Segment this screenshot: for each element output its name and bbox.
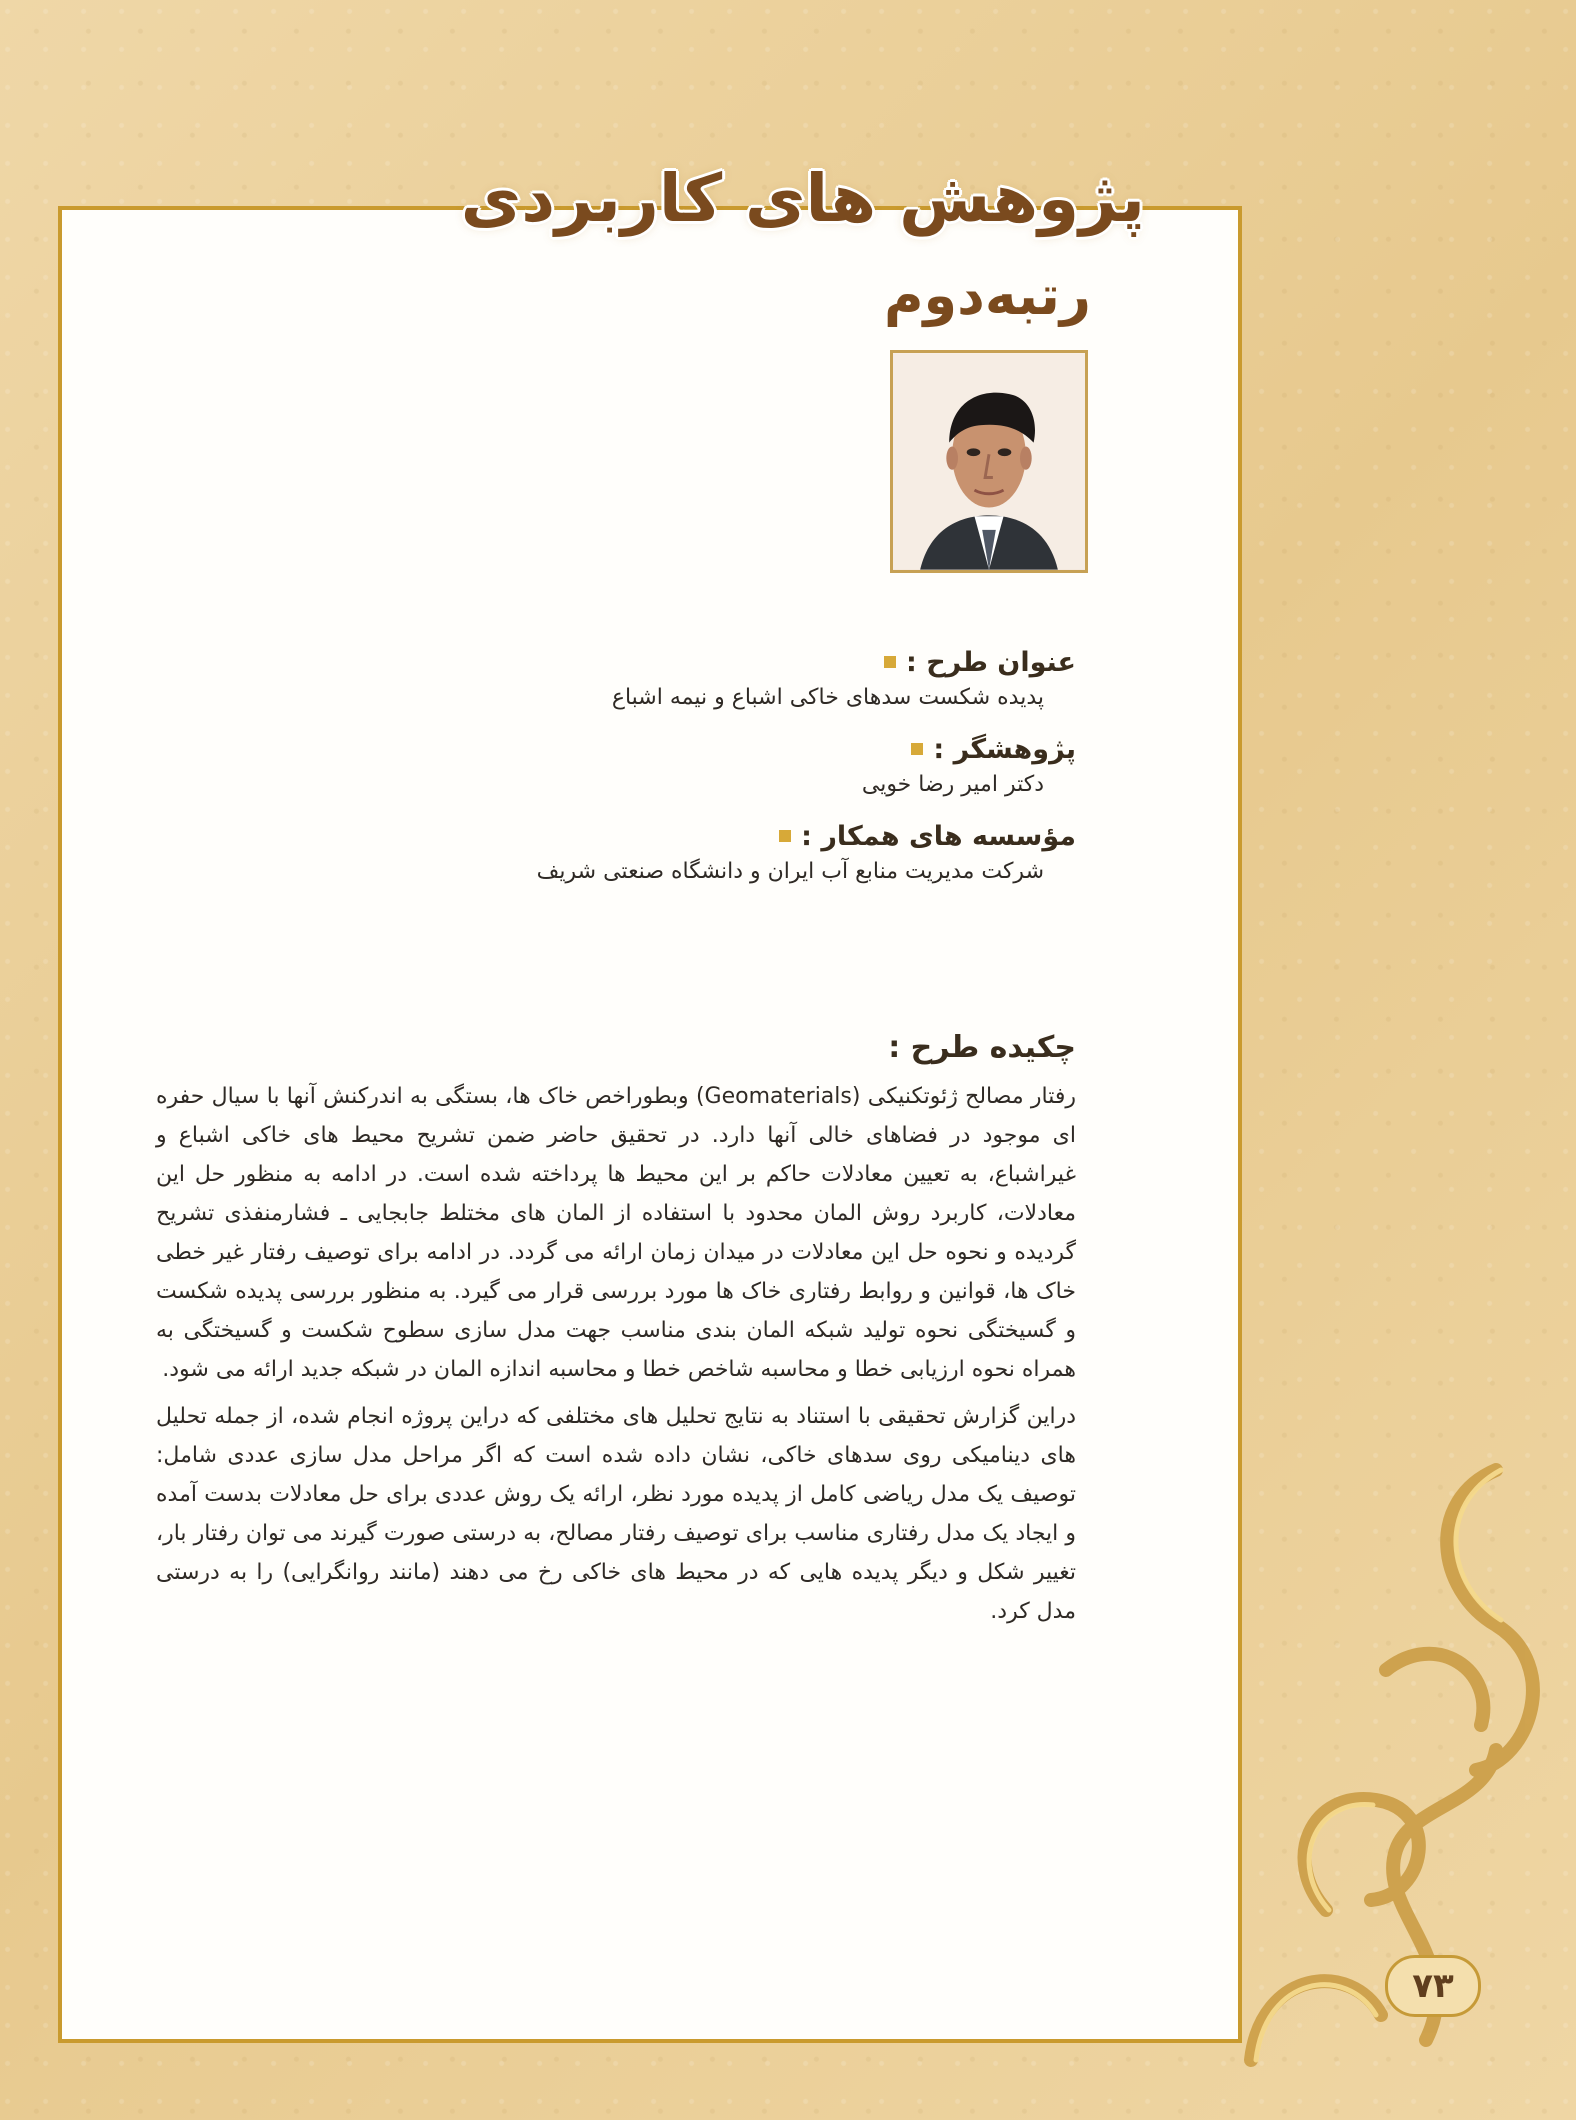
partner-institutes-value: شرکت مدیریت منابع آب ایران و دانشگاه صنعتی شریف xyxy=(536,859,1044,884)
researcher-heading xyxy=(516,730,1076,768)
page-title: پژوهش های کاربردی xyxy=(460,160,1145,237)
partner-institutes-item xyxy=(516,817,1076,889)
researcher-photo xyxy=(890,350,1088,573)
square-bullet-icon xyxy=(779,830,791,842)
project-title-label: عنوان طرح : xyxy=(906,646,1076,678)
researcher-value: دکتر امیر رضا خویی xyxy=(861,772,1044,797)
project-title-heading xyxy=(516,643,1076,681)
square-bullet-icon xyxy=(911,743,923,755)
partner-institutes-label: مؤسسه های همکار : xyxy=(801,820,1076,852)
abstract-body xyxy=(156,1077,1076,1631)
portrait-image xyxy=(893,353,1085,570)
abstract-section xyxy=(156,1030,1076,1639)
project-title-value: پدیده شکست سدهای خاکی اشباع و نیمه اشباع xyxy=(611,685,1044,710)
square-bullet-icon xyxy=(884,656,896,668)
partner-institutes-heading xyxy=(516,817,1076,855)
page-number: ۷۳ xyxy=(1385,1955,1481,2017)
abstract-paragraph-1: رفتار مصالح ژئوتکنیکی (Geomaterials) وبطوراخص خاک ها، بستگی به اندرکنش آنها با سیال حفره ای موجود در فضاهای خالی آنها دارد. در تحقیق حاضر ضمن تشریح محیط های خاکی اشباع و غیراشباع، به تعیین معادلات حاکم بر این محیط ها پرداخته شده است. در ادامه به منظور حل این معادلات، کاربرد روش المان محدود با استفاده از المان های مختلط جابجایی ـ فشارمنفذی تشریح گردیده و نحوه حل این معادلات در میدان زمان ارائه می گردد. در ادامه برای توصیف رفتار غیر خطی خاک ها، قوانین و روابط رفتاری خاک ها مورد بررسی قرار می گیرد. به منظور بررسی پدیده شکست و گسیختگی نحوه تولید شبکه المان بندی مناسب جهت مدل سازی سطوح شکست و گسیختگی به همراه نحوه ارزیابی خطا و محاسبه شاخص خطا و محاسبه اندازه المان در شبکه جدید ارائه می شود. xyxy=(156,1084,1076,1382)
rank-label: رتبه‌دوم xyxy=(883,264,1091,327)
researcher-item xyxy=(516,730,1076,802)
researcher-label: پژوهشگر : xyxy=(933,733,1076,765)
abstract-paragraph-2: دراین گزارش تحقیقی با استناد به نتایج تحلیل های مختلفی که دراین پروژه انجام شده، از جمله تحلیل های دینامیکی روی سدهای خاکی، نشان داده شده است که اگر مراحل مدل سازی عددی شامل: توصیف یک مدل ریاضی کامل از پدیده مورد نظر، ارائه یک روش عددی برای حل معادلات بدست آمده و ایجاد یک مدل رفتاری مناسب برای توصیف رفتار مصالح، به درستی صورت گیرند می توان رفتار بار، تغییر شکل و دیگر پدیده هایی که در محیط های خاکی رخ می دهند (مانند روانگرایی) را به درستی مدل کرد. xyxy=(156,1404,1076,1624)
project-title-item xyxy=(516,643,1076,715)
abstract-title: چکیده طرح : xyxy=(888,1030,1076,1065)
project-info xyxy=(516,643,1076,904)
